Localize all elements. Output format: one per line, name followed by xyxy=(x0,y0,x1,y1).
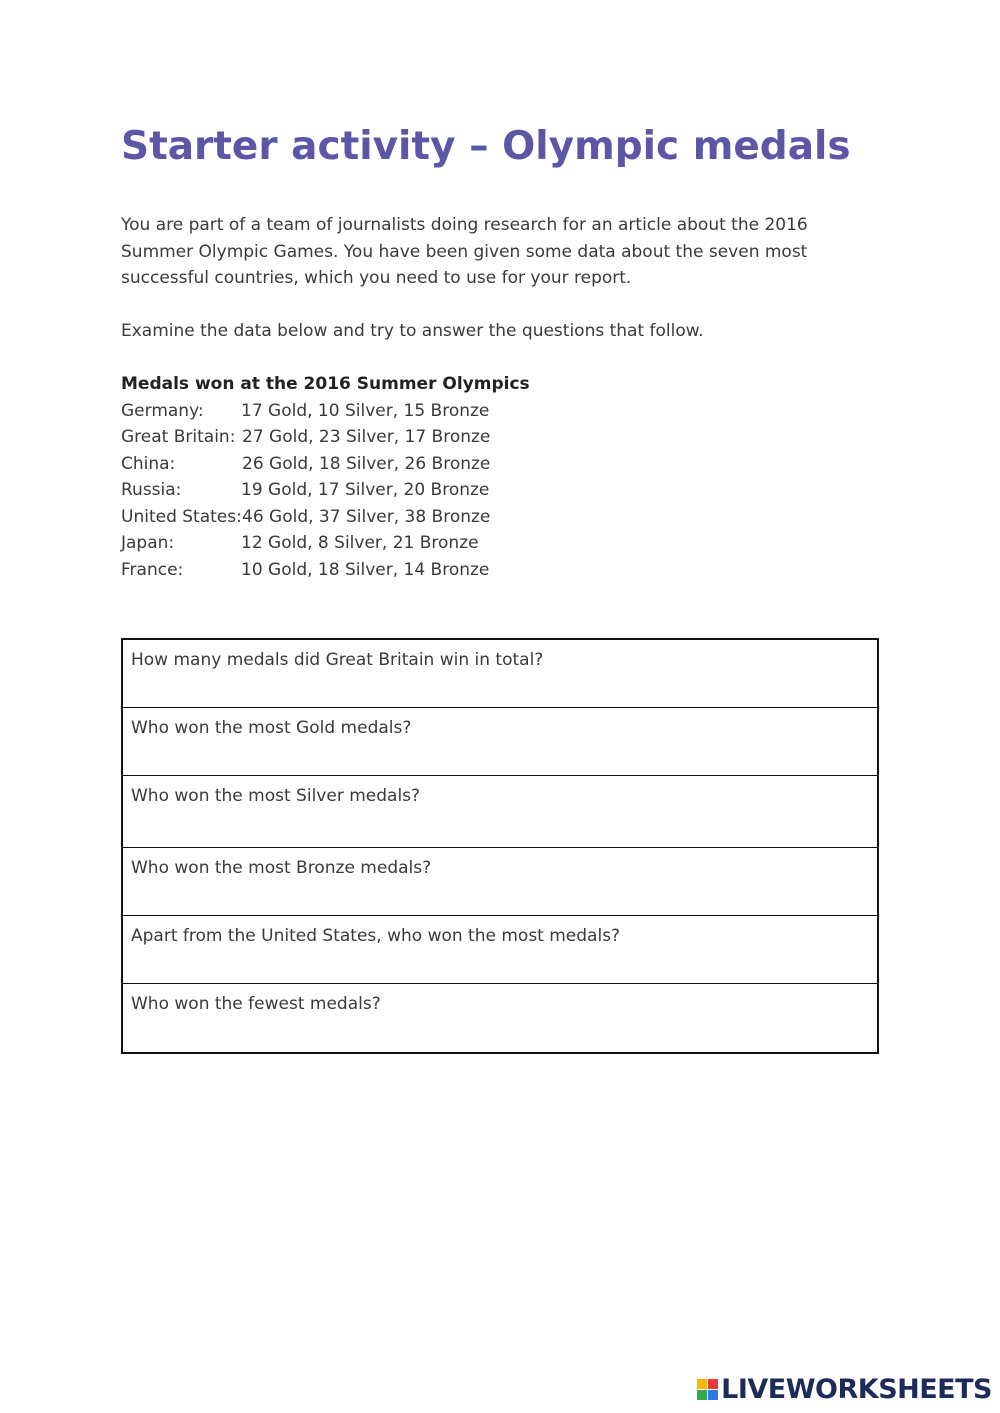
question-text: How many medals did Great Britain win in total? xyxy=(131,650,544,670)
instructions-paragraph: Examine the data below and try to answer the questions that follow. xyxy=(121,320,704,341)
question-row[interactable] xyxy=(123,776,877,848)
page-title: Starter activity – Olympic medals xyxy=(121,124,851,169)
medal-row xyxy=(121,424,530,451)
medal-result: 10 Gold, 18 Silver, 14 Bronze xyxy=(241,559,490,580)
country-name: United States: xyxy=(121,506,242,527)
liveworksheets-brand xyxy=(697,1374,992,1405)
medal-result: 17 Gold, 10 Silver, 15 Bronze xyxy=(241,400,490,421)
questions-table xyxy=(121,638,879,1054)
medal-row xyxy=(121,477,530,504)
logo-square xyxy=(708,1379,718,1389)
question-text: Who won the most Silver medals? xyxy=(131,786,421,806)
medal-result: 26 Gold, 18 Silver, 26 Bronze xyxy=(242,453,491,474)
country-name: China: xyxy=(121,453,176,474)
intro-text xyxy=(121,212,841,344)
question-row[interactable] xyxy=(123,848,877,916)
intro-paragraph: You are part of a team of journalists doing research for an article about the 2016 Summer Olympic Games. You have been given some data about the seven most successful countries, which you need to use for your report. xyxy=(121,215,808,288)
medal-row xyxy=(121,557,530,584)
medal-row xyxy=(121,451,530,478)
question-row[interactable] xyxy=(123,708,877,776)
logo-square xyxy=(708,1390,718,1400)
medal-result: 27 Gold, 23 Silver, 17 Bronze xyxy=(242,427,491,447)
country-name: France: xyxy=(121,559,184,580)
logo-square xyxy=(697,1390,707,1400)
medal-result: 19 Gold, 17 Silver, 20 Bronze xyxy=(241,480,490,500)
country-name: Great Britain: xyxy=(121,427,236,447)
medal-row xyxy=(121,504,530,531)
medal-result: 46 Gold, 37 Silver, 38 Bronze xyxy=(242,506,491,527)
brand-text: LIVEWORKSHEETS xyxy=(721,1374,992,1405)
medals-list xyxy=(121,371,530,583)
country-name: Japan: xyxy=(121,533,175,553)
question-text: Apart from the United States, who won the most medals? xyxy=(131,926,621,946)
medal-row xyxy=(121,530,530,557)
question-row[interactable] xyxy=(123,916,877,984)
question-text: Who won the most Bronze medals? xyxy=(131,858,432,878)
logo-square xyxy=(697,1379,707,1389)
question-text: Who won the fewest medals? xyxy=(131,994,381,1014)
liveworksheets-logo-icon xyxy=(697,1379,718,1400)
question-text: Who won the most Gold medals? xyxy=(131,718,412,738)
question-row[interactable] xyxy=(123,984,877,1052)
question-row[interactable] xyxy=(123,640,877,708)
medals-heading: Medals won at the 2016 Summer Olympics xyxy=(121,374,530,394)
medal-result: 12 Gold, 8 Silver, 21 Bronze xyxy=(241,533,479,553)
country-name: Russia: xyxy=(121,480,182,500)
country-name: Germany: xyxy=(121,400,204,421)
medal-row xyxy=(121,398,530,425)
